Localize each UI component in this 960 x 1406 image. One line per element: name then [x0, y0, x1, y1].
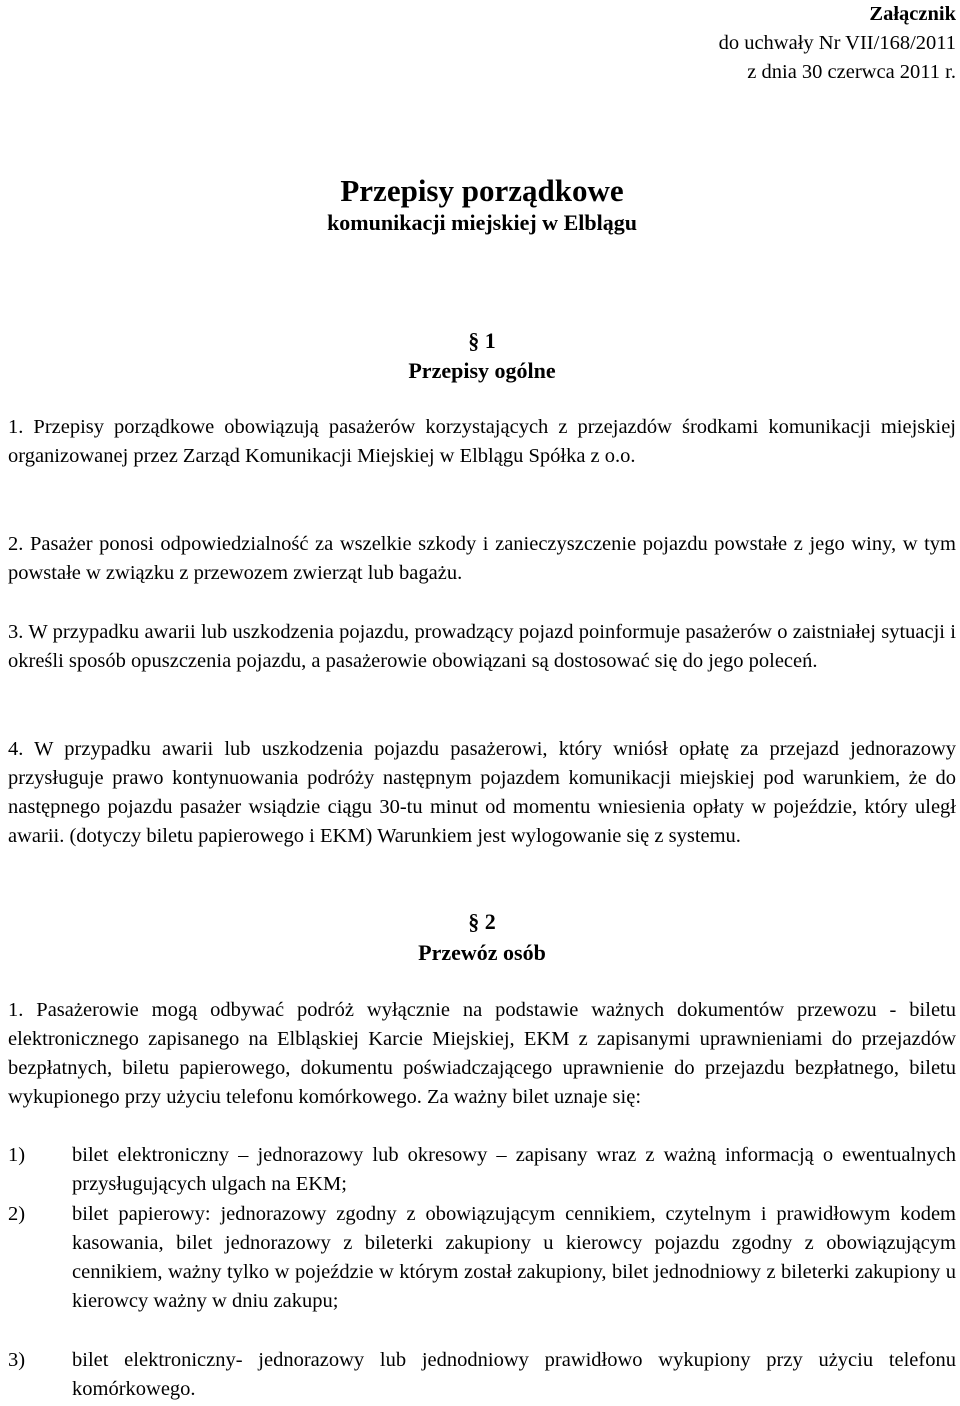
section-symbol: §: [468, 909, 480, 934]
list-item-2: [8, 1200, 956, 1316]
list-item-3: [8, 1346, 956, 1404]
section-1-paragraph-1: 1. Przepisy porządkowe obowiązują pasażerów korzystających z przejazdów środkami komunikacji miejskiej organizowanej przez Zarząd Komunikacji Miejskiej w Elblągu Spółka z o.o.: [8, 416, 956, 467]
list-label: 3): [8, 1349, 26, 1371]
section-2-heading: Przewóz osób: [418, 940, 546, 965]
list-text: bilet elektroniczny- jednorazowy lub jednodniowy prawidłowo wykupiony przy użyciu telefonu komórkowego.: [72, 1349, 956, 1400]
document-subtitle: komunikacji miejskiej w Elblągu: [327, 210, 637, 235]
list-label: 1): [8, 1144, 26, 1166]
section-symbol: §: [468, 328, 480, 353]
section-2-number: § 2: [468, 909, 496, 934]
section-1-heading: Przepisy ogólne: [408, 358, 556, 383]
section-2-paragraph-1: 1. Pasażerowie mogą odbywać podróż wyłącznie na podstawie ważnych dokumentów przewozu - biletu elektronicznego zapisanego na Elbląskiej Karcie Miejskiej, EKM z zapisanymi uprawnieniami do przejazdów bezpłatnych, biletu papierowego, dokumentu poświadczającego uprawnienie do przejazdu bezpłatnego, biletu wykupionego przy użyciu telefonu komórkowego. Za ważny bilet uznaje się:: [8, 999, 956, 1108]
section-1-paragraph-2: 2. Pasażer ponosi odpowiedzialność za wszelkie szkody i zanieczyszczenie pojazdu powstałe z jego winy, w tym powstałe w związku z przewozem zwierząt lub bagażu.: [8, 533, 957, 584]
section-1-number: § 1: [468, 328, 496, 353]
section-1-paragraph-4: 4. W przypadku awarii lub uszkodzenia pojazdu pasażerowi, który wniósł opłatę za przejazd jednorazowy przysługuje prawo kontynuowania podróży następnym pojazdem komunikacji miejskiej pod warunkiem, że do następnego pojazdu pasażer wsiądzie ciągu 30-tu minut od momentu wniesienia opłaty w pojeździe, który uległ awarii. (dotyczy biletu papierowego i EKM) Warunkiem jest wylogowanie się z systemu.: [8, 738, 956, 847]
annex-header: [719, 0, 956, 87]
document-title: Przepisy porządkowe: [340, 173, 624, 208]
section-1-paragraph-3: 3. W przypadku awarii lub uszkodzenia pojazdu, prowadzący pojazd poinformuje pasażerów o zaistniałej sytuacji i określi sposób opuszczenia pojazdu, a pasażerowie obowiązani są dostosować się do jego poleceń.: [8, 621, 956, 672]
list-text: bilet elektroniczny – jednorazowy lub okresowy – zapisany wraz z ważną informacją o ewentualnych przysługujących ulgach na EKM;: [72, 1144, 956, 1195]
annex-resolution: do uchwały Nr VII/168/2011: [718, 32, 956, 54]
annex-date: z dnia 30 czerwca 2011 r.: [747, 61, 956, 83]
annex-label: Załącznik: [869, 3, 956, 25]
list-item-1: [8, 1141, 956, 1199]
list-label: 2): [8, 1203, 26, 1225]
list-text: bilet papierowy: jednorazowy zgodny z obowiązującym cennikiem, czytelnym i prawidłowym kodem kasowania, bilet jednorazowy z bileterki zakupiony u kierowcy pojazdu zgodny z obowiązującym cennikiem, ważny tylko w pojeździe w którym został zakupiony, bilet jednodniowy z bileterki zakupiony u kierowcy ważny w dniu zakupu;: [72, 1203, 956, 1312]
